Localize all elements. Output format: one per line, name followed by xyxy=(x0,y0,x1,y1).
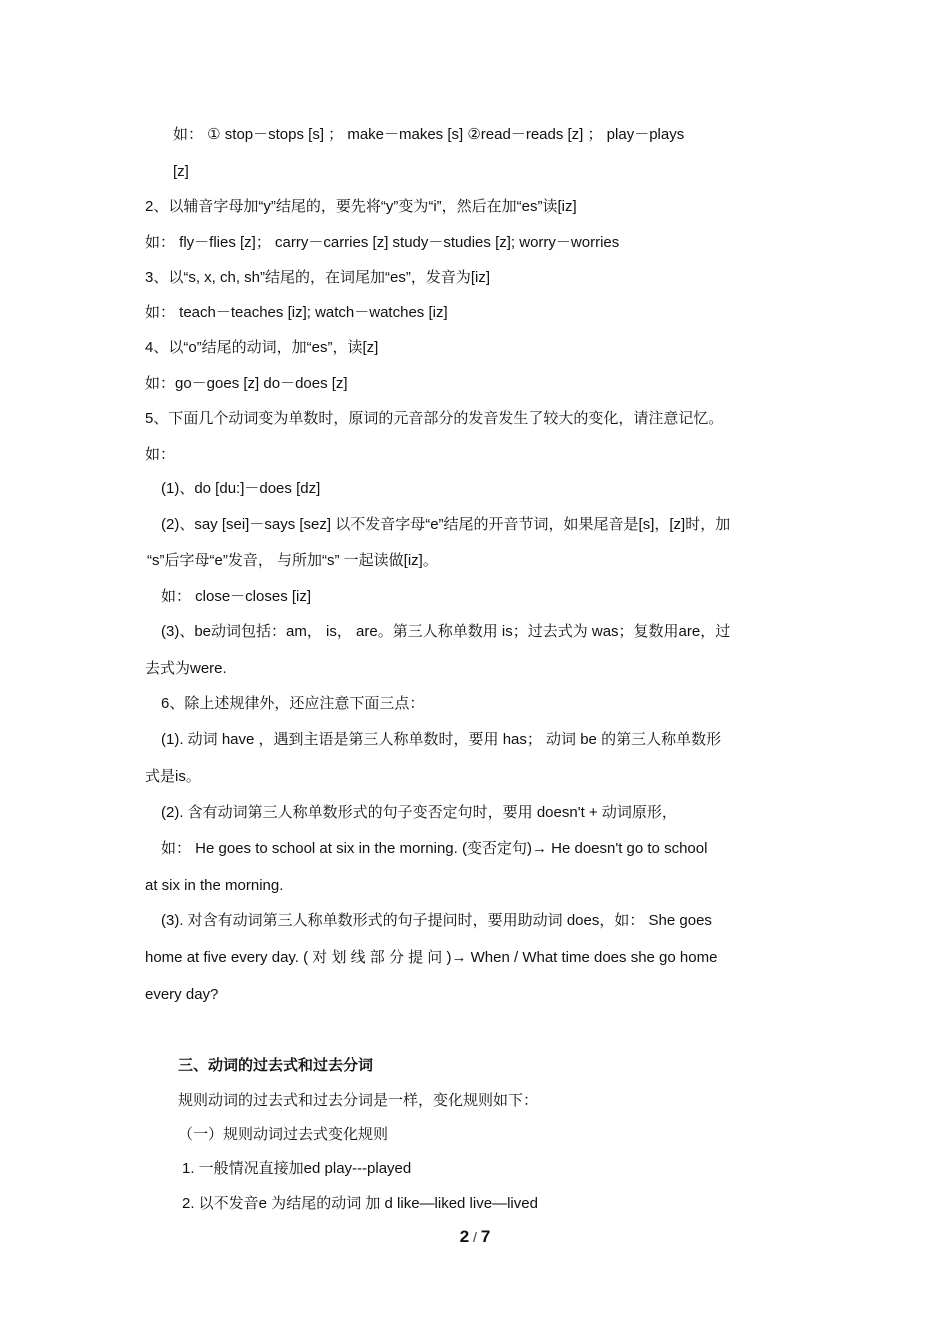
example-line: 如： He goes to school at six in the morning. (变否定句)→ He doesn't go to school xyxy=(161,840,708,857)
past-rule-1: 1. 一般情况直接加ed play---played xyxy=(182,1160,412,1177)
page-number xyxy=(0,1227,950,1247)
page-total: 7 xyxy=(480,1227,491,1246)
example-line: 如： fly－flies [z]； carry－carries [z] study－studies [z]; worry－worries xyxy=(145,234,620,251)
example-label: 如： xyxy=(145,446,176,463)
rule-2: 2、以辅音字母加“y”结尾的，要先将“y”变为“i”，然后在加“es”读[iz] xyxy=(145,198,577,215)
example-line-continued: at six in the morning. xyxy=(145,877,284,894)
item-1: (1)、do [du:]－does [dz] xyxy=(161,480,321,497)
rule-5: 5、下面几个动词变为单数时，原词的元音部分的发音发生了较大的变化，请注意记忆。 xyxy=(145,410,724,427)
past-rule-2: 2. 以不发音e 为结尾的动词 加 d like—liked live—lived xyxy=(182,1195,538,1212)
point-3-end: every day? xyxy=(145,986,219,1003)
item-3-continued: 去式为were. xyxy=(145,660,227,677)
point-2: (2). 含有动词第三人称单数形式的句子变否定句时，要用 doesn't + 动词原形， xyxy=(161,804,677,821)
rule-3: 3、以“s, x, ch, sh”结尾的，在词尾加“es”，发音为[iz] xyxy=(145,269,491,286)
rule-6: 6、除上述规律外，还应注意下面三点： xyxy=(161,695,425,712)
section-intro: 规则动词的过去式和过去分词是一样，变化规则如下： xyxy=(178,1092,539,1109)
example-line-continued: [z] xyxy=(173,163,189,180)
point-3-continued: home at five every day. ( 对 划 线 部 分 提 问 )→ When / What time does she go home xyxy=(145,949,718,966)
section-heading: 三、动词的过去式和过去分词 xyxy=(178,1057,374,1074)
page-separator: / xyxy=(469,1229,481,1245)
point-1: (1). 动词 have ，遇到主语是第三人称单数时，要用 has； 动词 be 的第三人称单数形 xyxy=(161,731,722,748)
example-line: 如： teach－teaches [iz]; watch－watches [iz] xyxy=(145,304,448,321)
point-1-continued: 式是is。 xyxy=(145,768,201,785)
page-current: 2 xyxy=(459,1227,470,1246)
item-2: (2)、say [sei]－says [sez] 以不发音字母“e”结尾的开音节词，如果尾音是[s]，[z]时，加 xyxy=(161,516,731,533)
item-3: (3)、be动词包括：am， is， are。第三人称单数用 is；过去式为 was；复数用are，过 xyxy=(161,623,731,640)
example-line: 如：go－goes [z] do－does [z] xyxy=(145,375,348,392)
example-line: 如： ① stop－stops [s] ； make－makes [s] ②read－reads [z] ； play－plays xyxy=(173,126,685,143)
point-3: (3). 对含有动词第三人称单数形式的句子提问时，要用助动词 does，如： She goes xyxy=(161,912,712,929)
item-2-continued: “s”后字母“e”发音， 与所加“s” 一起读做[iz]。 xyxy=(147,552,438,569)
example-line: 如： close－closes [iz] xyxy=(161,588,312,605)
subsection-heading: （一）规则动词过去式变化规则 xyxy=(178,1126,389,1143)
rule-4: 4、以“o”结尾的动词，加“es”，读[z] xyxy=(145,339,379,356)
